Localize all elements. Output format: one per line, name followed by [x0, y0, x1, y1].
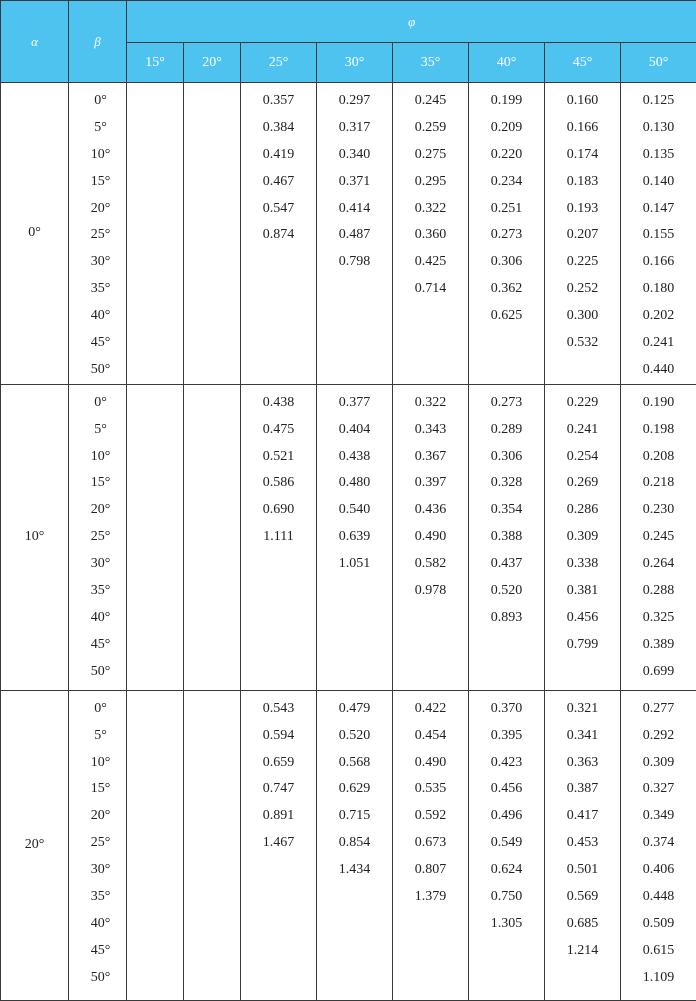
beta-value: 15°: [69, 470, 126, 497]
coefficient-column: [393, 384, 469, 690]
coefficient-value: 0.259: [393, 115, 468, 142]
beta-value: 35°: [69, 578, 126, 605]
coefficient-value: 0.437: [469, 551, 544, 578]
coefficient-value: 0.362: [469, 276, 544, 303]
coefficient-column: [545, 690, 621, 1000]
coefficient-value: 0.289: [469, 417, 544, 444]
coefficient-value: 0.155: [621, 222, 696, 249]
coefficient-value: 0.241: [621, 330, 696, 357]
coefficient-value: 0.475: [241, 417, 316, 444]
coefficient-value: 0.715: [317, 803, 392, 830]
coefficient-value: 0.245: [621, 524, 696, 551]
coefficient-value: 0.193: [545, 196, 620, 223]
beta-value: 30°: [69, 551, 126, 578]
alpha-header: α: [1, 1, 69, 83]
coefficient-value: 0.521: [241, 444, 316, 471]
coefficient-value: 0.714: [393, 276, 468, 303]
coefficient-value: 1.051: [317, 551, 392, 578]
beta-value: 50°: [69, 659, 126, 686]
coefficient-value: 0.317: [317, 115, 392, 142]
coefficient-value: 0.273: [469, 390, 544, 417]
beta-value: 0°: [69, 390, 126, 417]
coefficient-value: 0.540: [317, 497, 392, 524]
coefficient-column: [621, 384, 696, 690]
coefficient-value: 0.252: [545, 276, 620, 303]
coefficient-column: [317, 384, 393, 690]
coefficient-value: 0.202: [621, 303, 696, 330]
coefficient-value: 0.490: [393, 524, 468, 551]
coefficient-column: [469, 384, 545, 690]
coefficient-value: 0.245: [393, 88, 468, 115]
coefficient-value: 0.254: [545, 444, 620, 471]
coefficient-value: 0.321: [545, 696, 620, 723]
phi-value-header: 20°: [184, 43, 241, 83]
coefficient-value: 0.125: [621, 88, 696, 115]
coefficient-value: 0.300: [545, 303, 620, 330]
coefficient-value: 0.659: [241, 750, 316, 777]
coefficient-value: 1.109: [621, 965, 696, 992]
coefficient-value: 0.174: [545, 142, 620, 169]
coefficient-value: 0.547: [241, 196, 316, 223]
coefficient-value: 0.309: [621, 750, 696, 777]
table-row-group: [1, 83, 696, 385]
coefficient-value: 0.230: [621, 497, 696, 524]
coefficient-value: 0.639: [317, 524, 392, 551]
coefficient-value: 0.275: [393, 142, 468, 169]
coefficient-column: [127, 690, 184, 1000]
coefficient-value: 0.568: [317, 750, 392, 777]
beta-value: 25°: [69, 830, 126, 857]
coefficient-value: 0.750: [469, 884, 544, 911]
beta-value: 20°: [69, 803, 126, 830]
coefficient-value: 0.479: [317, 696, 392, 723]
coefficient-value: 0.147: [621, 196, 696, 223]
coefficient-value: 0.454: [393, 723, 468, 750]
coefficient-value: 0.874: [241, 222, 316, 249]
beta-value: 0°: [69, 696, 126, 723]
coefficient-value: 0.569: [545, 884, 620, 911]
coefficient-column: [621, 83, 696, 385]
beta-value: 5°: [69, 723, 126, 750]
beta-value: 45°: [69, 632, 126, 659]
coefficient-column: [127, 83, 184, 385]
coefficient-value: 0.490: [393, 750, 468, 777]
coefficient-value: 0.229: [545, 390, 620, 417]
table-body: [1, 83, 696, 1001]
coefficient-value: 0.207: [545, 222, 620, 249]
coefficient-column: [184, 83, 241, 385]
coefficient-value: 0.135: [621, 142, 696, 169]
coefficient-value: 0.467: [241, 169, 316, 196]
coefficient-value: 0.199: [469, 88, 544, 115]
coefficient-value: 0.273: [469, 222, 544, 249]
coefficient-value: 0.520: [469, 578, 544, 605]
coefficient-value: 0.297: [317, 88, 392, 115]
coefficient-value: 0.586: [241, 470, 316, 497]
phi-value-header: 30°: [317, 43, 393, 83]
coefficient-value: 0.220: [469, 142, 544, 169]
coefficient-value: 0.309: [545, 524, 620, 551]
coefficient-value: 0.404: [317, 417, 392, 444]
coefficient-value: 0.360: [393, 222, 468, 249]
coefficient-column: [241, 83, 317, 385]
coefficient-value: 0.288: [621, 578, 696, 605]
beta-value: 5°: [69, 417, 126, 444]
coefficient-column: [241, 690, 317, 1000]
coefficient-value: 0.166: [545, 115, 620, 142]
coefficient-value: 0.690: [241, 497, 316, 524]
coefficient-value: 0.673: [393, 830, 468, 857]
coefficient-column: [393, 690, 469, 1000]
coefficient-value: 1.379: [393, 884, 468, 911]
coefficient-value: 0.363: [545, 750, 620, 777]
coefficient-value: 0.374: [621, 830, 696, 857]
coefficient-value: 0.269: [545, 470, 620, 497]
coefficient-value: 0.387: [545, 776, 620, 803]
beta-header: β: [69, 1, 127, 83]
coefficient-value: 0.322: [393, 390, 468, 417]
coefficient-value: 0.180: [621, 276, 696, 303]
coefficient-column: [241, 384, 317, 690]
coefficient-value: 0.799: [545, 632, 620, 659]
coefficient-column: [184, 384, 241, 690]
beta-value: 10°: [69, 142, 126, 169]
beta-value: 40°: [69, 911, 126, 938]
coefficient-value: 1.111: [241, 524, 316, 551]
coefficient-value: 0.306: [469, 444, 544, 471]
coefficient-value: 0.625: [469, 303, 544, 330]
alpha-value: 0°: [1, 83, 69, 385]
coefficient-value: 0.130: [621, 115, 696, 142]
coefficient-value: 0.160: [545, 88, 620, 115]
coefficient-value: 1.467: [241, 830, 316, 857]
beta-value: 20°: [69, 196, 126, 223]
coefficient-value: 0.423: [469, 750, 544, 777]
coefficient-column: [317, 83, 393, 385]
coefficient-column: [545, 384, 621, 690]
coefficient-value: 0.893: [469, 605, 544, 632]
phi-header: φ: [127, 1, 696, 43]
coefficient-value: 0.543: [241, 696, 316, 723]
coefficient-column: [184, 690, 241, 1000]
coefficient-value: 0.357: [241, 88, 316, 115]
beta-value: 45°: [69, 938, 126, 965]
coefficient-value: 0.241: [545, 417, 620, 444]
coefficient-value: 0.190: [621, 390, 696, 417]
coefficient-value: 0.370: [469, 696, 544, 723]
coefficient-value: 0.367: [393, 444, 468, 471]
coefficient-value: 0.341: [545, 723, 620, 750]
coefficient-value: 0.448: [621, 884, 696, 911]
beta-value: 25°: [69, 222, 126, 249]
coefficient-value: 0.406: [621, 857, 696, 884]
coefficient-column: [469, 690, 545, 1000]
beta-value: 10°: [69, 750, 126, 777]
coefficient-value: 0.456: [469, 776, 544, 803]
coefficient-value: 0.419: [241, 142, 316, 169]
coefficient-value: 0.209: [469, 115, 544, 142]
coefficient-value: 0.480: [317, 470, 392, 497]
coefficient-value: 0.487: [317, 222, 392, 249]
beta-value: 30°: [69, 857, 126, 884]
coefficient-column: [317, 690, 393, 1000]
coefficient-value: 0.340: [317, 142, 392, 169]
coefficient-value: 1.305: [469, 911, 544, 938]
beta-value: 40°: [69, 605, 126, 632]
coefficient-column: [469, 83, 545, 385]
coefficient-value: 0.453: [545, 830, 620, 857]
beta-value: 0°: [69, 88, 126, 115]
coefficient-value: 0.277: [621, 696, 696, 723]
phi-value-header: 35°: [393, 43, 469, 83]
coefficient-value: 0.532: [545, 330, 620, 357]
beta-value: 35°: [69, 276, 126, 303]
coefficient-value: 0.395: [469, 723, 544, 750]
coefficient-value: 0.629: [317, 776, 392, 803]
coefficient-value: 0.234: [469, 169, 544, 196]
coefficient-value: 0.388: [469, 524, 544, 551]
coefficient-value: 0.371: [317, 169, 392, 196]
coefficient-value: 0.978: [393, 578, 468, 605]
coefficient-column: [393, 83, 469, 385]
coefficient-value: 0.377: [317, 390, 392, 417]
coefficient-value: 0.496: [469, 803, 544, 830]
coefficient-value: 0.438: [317, 444, 392, 471]
coefficient-value: 0.397: [393, 470, 468, 497]
coefficient-value: 0.685: [545, 911, 620, 938]
beta-column: [69, 83, 127, 385]
coefficient-value: 0.328: [469, 470, 544, 497]
coefficient-value: 0.208: [621, 444, 696, 471]
beta-value: 20°: [69, 497, 126, 524]
beta-value: 45°: [69, 330, 126, 357]
coefficient-value: 0.582: [393, 551, 468, 578]
phi-value-header: 15°: [127, 43, 184, 83]
coefficient-value: 0.440: [621, 357, 696, 384]
coefficient-value: 0.615: [621, 938, 696, 965]
alpha-value: 10°: [1, 384, 69, 690]
coefficient-value: 0.535: [393, 776, 468, 803]
beta-value: 5°: [69, 115, 126, 142]
coefficient-value: 0.384: [241, 115, 316, 142]
coefficient-value: 0.198: [621, 417, 696, 444]
beta-value: 30°: [69, 249, 126, 276]
phi-value-header: 50°: [621, 43, 696, 83]
table-row-group: [1, 384, 696, 690]
beta-column: [69, 690, 127, 1000]
coefficient-value: 0.264: [621, 551, 696, 578]
coefficient-value: 1.214: [545, 938, 620, 965]
beta-value: 50°: [69, 965, 126, 992]
beta-column: [69, 384, 127, 690]
coefficient-column: [545, 83, 621, 385]
coefficient-value: 0.417: [545, 803, 620, 830]
coefficient-value: 0.327: [621, 776, 696, 803]
coefficient-value: 0.592: [393, 803, 468, 830]
coefficient-value: 0.422: [393, 696, 468, 723]
coefficient-value: 0.343: [393, 417, 468, 444]
beta-value: 40°: [69, 303, 126, 330]
beta-value: 35°: [69, 884, 126, 911]
coefficient-value: 0.218: [621, 470, 696, 497]
coefficient-value: 0.891: [241, 803, 316, 830]
coefficient-value: 0.549: [469, 830, 544, 857]
coefficient-value: 0.225: [545, 249, 620, 276]
coefficient-value: 0.286: [545, 497, 620, 524]
coefficient-value: 0.166: [621, 249, 696, 276]
coefficient-column: [127, 384, 184, 690]
coefficient-value: 1.434: [317, 857, 392, 884]
coefficient-value: 0.414: [317, 196, 392, 223]
coefficient-column: [621, 690, 696, 1000]
beta-value: 10°: [69, 444, 126, 471]
coefficient-value: 0.295: [393, 169, 468, 196]
coefficient-value: 0.798: [317, 249, 392, 276]
beta-value: 25°: [69, 524, 126, 551]
coefficient-value: 0.807: [393, 857, 468, 884]
coefficient-value: 0.438: [241, 390, 316, 417]
coefficient-value: 0.509: [621, 911, 696, 938]
coefficient-value: 0.520: [317, 723, 392, 750]
coefficient-value: 0.624: [469, 857, 544, 884]
coefficient-value: 0.325: [621, 605, 696, 632]
beta-value: 15°: [69, 169, 126, 196]
coefficient-value: 0.389: [621, 632, 696, 659]
coefficient-value: 0.699: [621, 659, 696, 686]
table-row-group: [1, 690, 696, 1000]
coefficient-value: 0.338: [545, 551, 620, 578]
coefficient-value: 0.349: [621, 803, 696, 830]
coefficient-value: 0.425: [393, 249, 468, 276]
coefficient-value: 0.501: [545, 857, 620, 884]
coefficient-value: 0.183: [545, 169, 620, 196]
alpha-value: 20°: [1, 690, 69, 1000]
coefficient-value: 0.140: [621, 169, 696, 196]
beta-value: 50°: [69, 357, 126, 384]
coefficient-value: 0.594: [241, 723, 316, 750]
coefficient-value: 0.306: [469, 249, 544, 276]
phi-value-header: 45°: [545, 43, 621, 83]
beta-value: 15°: [69, 776, 126, 803]
coefficient-value: 0.251: [469, 196, 544, 223]
coefficient-value: 0.854: [317, 830, 392, 857]
phi-value-header: 25°: [241, 43, 317, 83]
coefficient-value: 0.354: [469, 497, 544, 524]
coefficient-value: 0.292: [621, 723, 696, 750]
coefficient-value: 0.747: [241, 776, 316, 803]
coefficient-value: 0.436: [393, 497, 468, 524]
phi-value-header: 40°: [469, 43, 545, 83]
coefficient-value: 0.381: [545, 578, 620, 605]
coefficient-value: 0.456: [545, 605, 620, 632]
coefficient-value: 0.322: [393, 196, 468, 223]
